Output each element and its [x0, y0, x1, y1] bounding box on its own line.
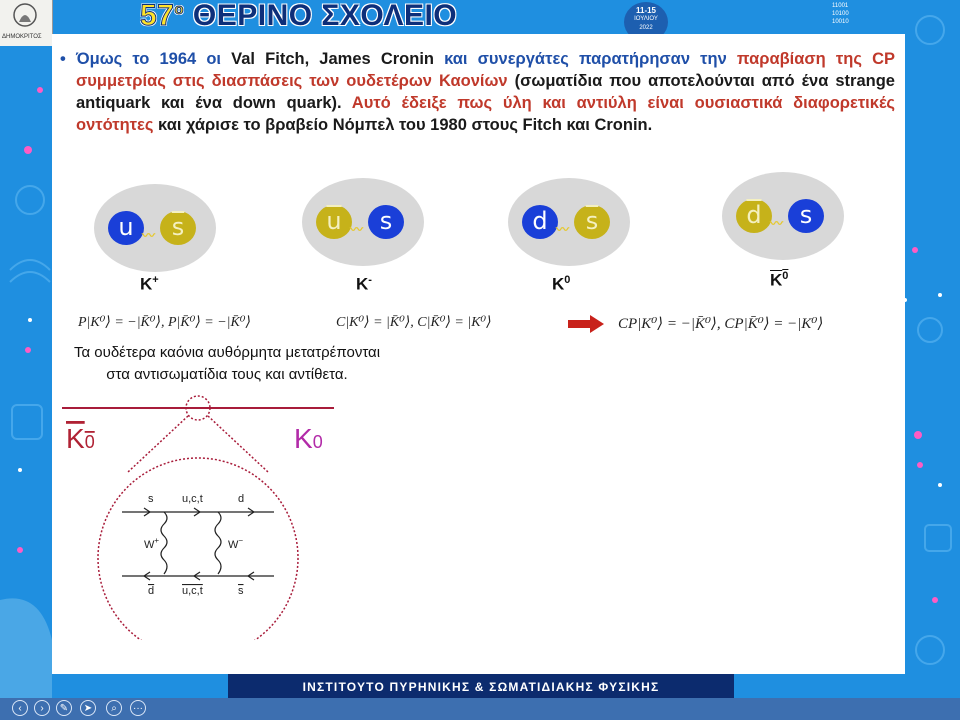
meson-label-anti-k-zero: $K^0$: [770, 270, 789, 290]
mixing-caption: [52, 342, 402, 386]
quark-anti-s: $\overline{s}$: [160, 211, 196, 245]
paragraph-segment: Αυτό έδειξε πως ύλη και αντιύλη είναι ουσιαστικά διαφορετικές οντότητες: [76, 94, 895, 134]
right-arrow-icon: [568, 315, 604, 333]
kaon-mixing-diagram: [52, 390, 352, 640]
quark-s: s: [788, 199, 824, 233]
paragraph-segment: (σωματίδια που αποτελούνται από ένα strange antiquark και ένα down quark).: [76, 72, 895, 112]
quark-anti-u: $\overline{u}$: [316, 205, 352, 239]
parity-equation: P|K⁰⟩ = −|K̄⁰⟩, P|K̄⁰⟩ = −|K̄⁰⟩: [78, 315, 251, 330]
zoom-circle: [98, 458, 298, 640]
quark-s: s: [368, 205, 404, 239]
paragraph-segment: Val Fitch, James Cronin: [231, 50, 445, 68]
slide-content: [52, 34, 905, 674]
meson-k-minus: [302, 178, 424, 266]
gluon-wave: 〰: [556, 222, 570, 237]
logo-text: ΔΗΜΟΚΡΙΤΟΣ: [2, 34, 42, 40]
charge-conjugation-equation: C|K⁰⟩ = |K̄⁰⟩, C|K̄⁰⟩ = |K⁰⟩: [336, 315, 492, 330]
bottom-quark-label: d: [148, 585, 155, 597]
paragraph-segment: παραβίαση της CP συμμετρίας στις διασπάσεις των ουδετέρων Καονίων: [76, 50, 895, 90]
cursor-icon[interactable]: ➤: [80, 700, 96, 716]
quark-anti-d: $\overline{d}$: [736, 199, 772, 233]
previous-icon[interactable]: ‹: [12, 700, 28, 716]
meson-label-k-plus: K+: [140, 274, 159, 294]
meson-k-zero: [508, 178, 630, 266]
logo-emblem-icon: [0, 0, 50, 34]
diagram-right-label: K0: [294, 423, 323, 454]
meson-label-k-zero: $K^0$: [552, 274, 571, 294]
quark-anti-s: $\overline{s}$: [574, 205, 610, 239]
bottom-quark-label: s: [238, 585, 244, 597]
quark-u: u: [108, 211, 144, 245]
pen-icon[interactable]: ✎: [56, 700, 72, 716]
meson-k-plus: [94, 184, 216, 272]
w-minus-label: W−: [228, 536, 244, 551]
institute-logo: [0, 0, 53, 46]
school-title: [140, 0, 457, 33]
top-quark-label: s: [148, 493, 154, 505]
cp-equation: CP|K⁰⟩ = −|K̄⁰⟩, CP|K̄⁰⟩ = −|K⁰⟩: [618, 316, 824, 332]
w-minus-boson: [215, 512, 221, 574]
date-badge: 11-15 ΙΟΥΛΙΟΥ 2022: [624, 2, 668, 42]
binary-decoration: 11001 10100 10010: [832, 3, 849, 25]
title-text: ΘΕΡΙΝΟ ΣΧΟΛΕΙΟ: [192, 0, 458, 32]
caption-line: Τα ουδέτερα καόνια αυθόρμητα μετατρέπονται: [73, 344, 381, 361]
institute-footer: ΙΝΣΤΙΤΟΥΤΟ ΠΥΡΗΝΙΚΗΣ & ΣΩΜΑΤΙΔΙΑΚΗΣ ΦΥΣΙΚΗΣ: [228, 674, 734, 698]
paragraph-segment: και χάρισε το βραβείο Νόμπελ του 1980 στους Fitch και Cronin.: [158, 116, 653, 134]
meson-anti-k-zero: [722, 172, 844, 260]
slide-header: [0, 0, 960, 40]
diagram-left-label: K0: [66, 423, 95, 454]
w-plus-boson: [161, 512, 167, 574]
paragraph-segment: Όμως το 1964 οι: [76, 50, 232, 68]
top-quark-label: u,c,t: [182, 493, 203, 505]
paragraph-segment: και συνεργάτες παρατήρησαν την: [444, 50, 737, 68]
caption-line: στα αντισωματίδια τους και αντίθετα.: [106, 366, 348, 383]
gluon-wave: 〰: [770, 216, 784, 231]
bullet: •: [60, 50, 66, 68]
gluon-wave: 〰: [142, 228, 156, 243]
quark-d: d: [522, 205, 558, 239]
title-number: $57^o$: [140, 0, 185, 32]
meson-label-k-minus: K-: [356, 274, 372, 294]
next-icon[interactable]: ›: [34, 700, 50, 716]
gluon-wave: 〰: [350, 222, 364, 237]
w-plus-label: W+: [144, 536, 160, 551]
main-paragraph: [62, 48, 895, 136]
zoom-icon[interactable]: ⌕: [106, 700, 122, 716]
presentation-toolbar: [0, 698, 960, 720]
top-quark-label: d: [238, 493, 245, 505]
more-icon[interactable]: ···: [130, 700, 146, 716]
bottom-quark-label: u,c,t: [182, 585, 203, 597]
